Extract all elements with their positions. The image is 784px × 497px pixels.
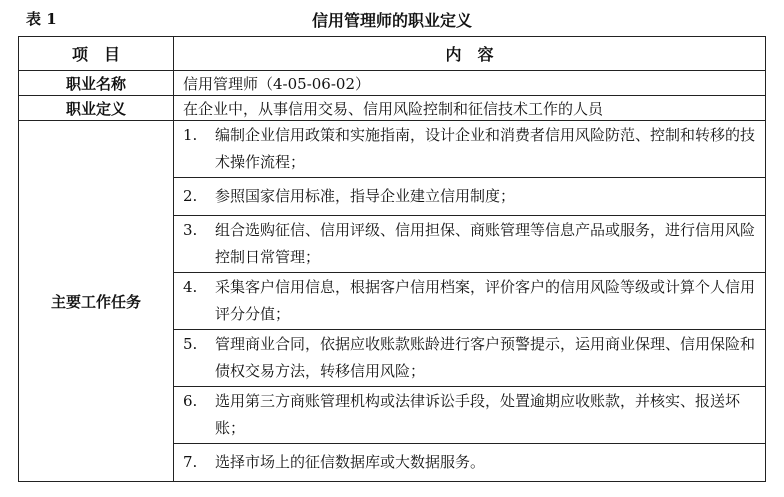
occupation-name-value: 信用管理师（4-05-06-02） (174, 71, 766, 96)
table-header-row (19, 37, 766, 71)
task-item (174, 387, 766, 444)
table-title: 信用管理师的职业定义 (311, 11, 472, 30)
task-item (174, 273, 766, 330)
task-item (174, 216, 766, 273)
task-text: 编制企业信用政策和实施指南，设计企业和消费者信用风险防范、控制和转移的技术操作流程； (215, 126, 756, 171)
task-text: 管理商业合同，依据应收账款账龄进行客户预警提示，运用商业保理、信用保险和债权交易方法，转移信用风险； (215, 335, 756, 380)
main-tasks-label: 主要工作任务 (19, 121, 174, 482)
occupation-definition-table (18, 36, 766, 482)
task-number: 5. (183, 335, 198, 353)
table-number: 表 1 (26, 10, 57, 28)
task-item (174, 121, 766, 178)
table-row (19, 71, 766, 96)
task-text: 采集客户信用信息，根据客户信用档案，评价客户的信用风险等级或计算个人信用评分分值； (215, 278, 756, 323)
task-number: 3. (183, 221, 198, 239)
task-item (174, 444, 766, 482)
task-item (174, 178, 766, 216)
table-row (19, 96, 766, 121)
task-number: 2. (183, 187, 198, 205)
task-number: 1. (183, 126, 198, 144)
task-number: 6. (183, 392, 198, 410)
header-item: 项 目 (19, 37, 174, 71)
task-text: 选用第三方商账管理机构或法律诉讼手段，处置逾期应收账款，并核实、报送坏账； (215, 392, 741, 437)
task-text: 参照国家信用标准，指导企业建立信用制度； (215, 187, 516, 205)
task-number: 4. (183, 278, 198, 296)
task-text: 选择市场上的征信数据库或大数据服务。 (215, 453, 486, 471)
occupation-name-label: 职业名称 (19, 71, 174, 96)
header-content: 内 容 (174, 37, 766, 71)
occupation-definition-label: 职业定义 (19, 96, 174, 121)
task-row (19, 121, 766, 178)
table-caption (0, 0, 784, 34)
task-text: 组合选购征信、信用评级、信用担保、商账管理等信息产品或服务，进行信用风险控制日常管理； (215, 221, 756, 266)
task-number: 7. (183, 453, 198, 471)
occupation-definition-value: 在企业中，从事信用交易、信用风险控制和征信技术工作的人员 (174, 96, 766, 121)
task-item (174, 330, 766, 387)
